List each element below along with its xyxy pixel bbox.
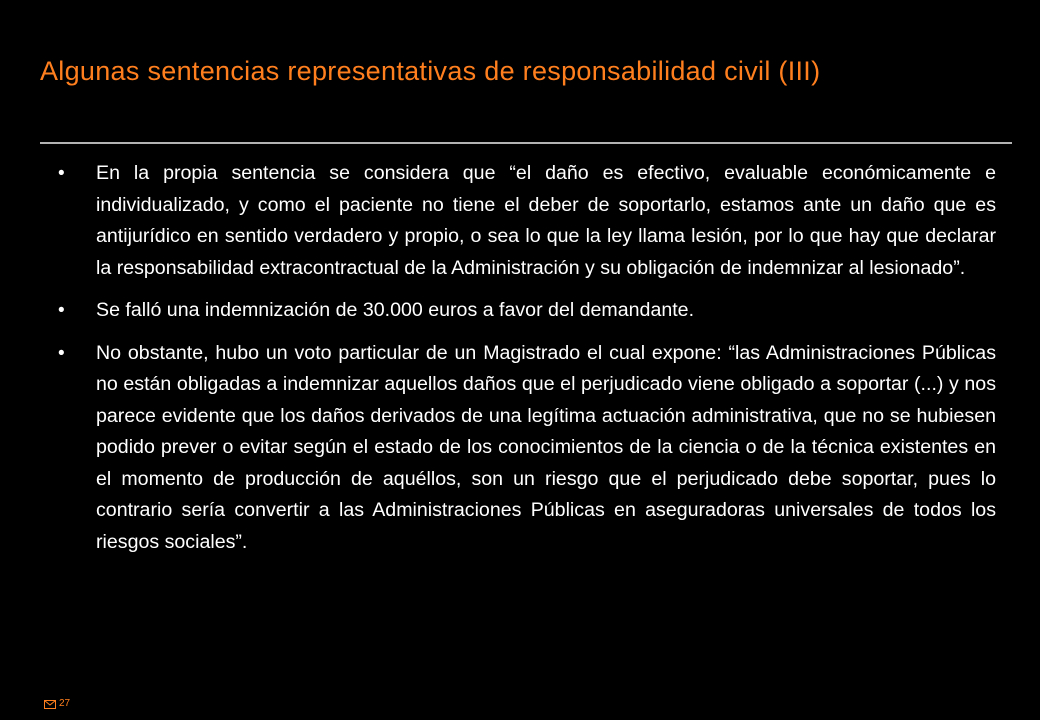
bullet-marker: • [58, 342, 65, 364]
bullet-text: Se falló una indemnización de 30.000 euros a favor del demandante. [96, 299, 695, 321]
bullet-item [58, 295, 996, 327]
envelope-icon [44, 700, 56, 709]
title-divider [40, 142, 1012, 144]
bullet-marker: • [58, 163, 65, 184]
page-number: 27 [59, 698, 71, 709]
bullet-text: No obstante, hubo un voto particular de un Magistrado el cual expone: “las Administraciones Públicas no están obligadas a indemnizar aquellos daños que el perjudicado viene obligado a soportar (...) y nos parece evidente que los daños derivados de una legítima actuación administrativa, que no se hubiesen podido prever o evitar según el estado de los conocimientos de la ciencia o de la técnica existentes en el momento de producción de aquéllos, son un riesgo que el perjudicado debe soportar, pues lo contrario sería convertir a las Administraciones Públicas en aseguradoras universales de todos los riesgos sociales”. [96, 341, 996, 553]
bullet-item [58, 158, 996, 284]
slide-title: Algunas sentencias representativas de responsabilidad civil (III) [40, 56, 821, 86]
bullet-list [58, 158, 996, 569]
slide-footer [44, 696, 70, 712]
bullet-text: En la propia sentencia se considera que “el daño es efectivo, evaluable económicamente e individualizado, y como el paciente no tiene el deber de soportarlo, estamos ante un daño que es antijurídico en sentido verdadero y propio, o sea lo que la ley llama lesión, por lo que hay que declarar la responsabilidad extracontractual de la Administración y su obligación de indemnizar al lesionado”. [96, 162, 996, 279]
bullet-item [58, 338, 996, 559]
bullet-marker: • [58, 300, 65, 321]
